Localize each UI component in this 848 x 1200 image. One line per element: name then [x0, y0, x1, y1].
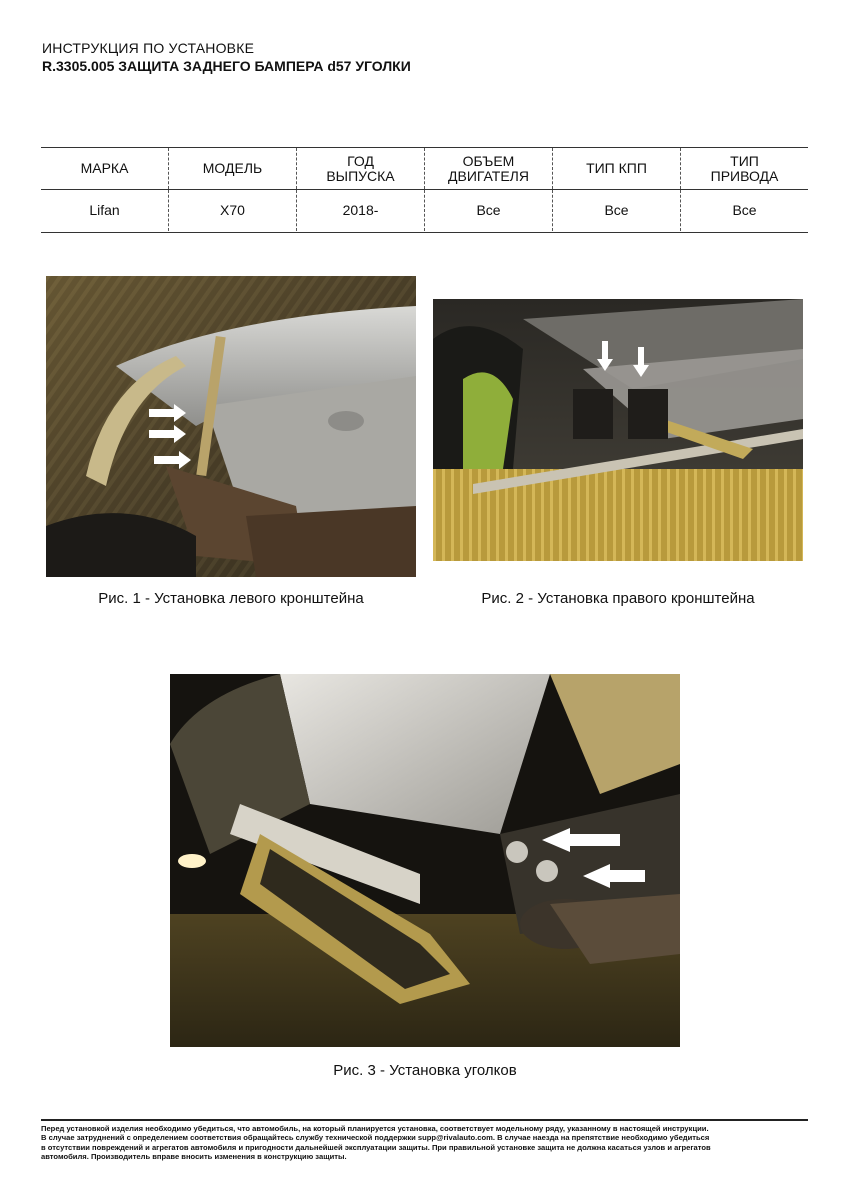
disclaimer-line-2: В случае затруднений с определением соответствия обращайтесь службу технической поддержки supp@rivalauto.com. В случае наезда на препятствие необходимо убедиться: [41, 1133, 710, 1143]
spec-header-brand: МАРКА: [41, 148, 169, 189]
spec-value-row: [41, 190, 808, 231]
spec-value-engine: Все: [425, 190, 553, 231]
figure-3-caption: Рис. 3 - Установка уголков: [333, 1062, 517, 1079]
spec-header-year: ГОД ВЫПУСКА: [297, 148, 425, 189]
spec-header-row: [41, 148, 808, 190]
figure-1-photo: [46, 276, 416, 577]
spec-header-drive: ТИП ПРИВОДА: [710, 152, 779, 184]
document-header: [42, 40, 411, 74]
disclaimer-line-4: автомобиля. Производитель вправе вносить изменения в конструкцию защиты.: [41, 1152, 347, 1162]
product-title: R.3305.005 ЗАЩИТА ЗАДНЕГО БАМПЕРА d57 УГОЛКИ: [42, 58, 411, 74]
spec-header-gearbox: ТИП КПП: [553, 148, 681, 189]
document-type: ИНСТРУКЦИЯ ПО УСТАНОВКЕ: [42, 40, 255, 56]
spec-value-year: 2018-: [297, 190, 425, 231]
figure-2-caption: Рис. 2 - Установка правого кронштейна: [481, 590, 755, 607]
vehicle-spec-table: [41, 147, 808, 233]
disclaimer-footer: [41, 1119, 808, 1162]
spec-value-drive: Все: [732, 202, 757, 218]
figure-1-caption: Рис. 1 - Установка левого кронштейна: [98, 590, 364, 607]
figure-2-photo: [433, 299, 803, 561]
spec-value-brand: Lifan: [41, 190, 169, 231]
spec-value-gearbox: Все: [553, 190, 681, 231]
figure-3-photo: [170, 674, 680, 1047]
spec-header-engine: ОБЪЕМ ДВИГАТЕЛЯ: [425, 148, 553, 189]
disclaimer-line-3: в отсутствии повреждений и агрегатов автомобиля и пригодности дальнейшей эксплуатации защиты. При правильной установке защита не должна касаться узлов и агрегатов: [41, 1142, 711, 1152]
spec-header-model: МОДЕЛЬ: [169, 148, 297, 189]
spec-value-model: X70: [169, 190, 297, 231]
disclaimer-line-1: Перед установкой изделия необходимо убедиться, что автомобиль, на который планируется установка, соответствует модельному ряду, указанному в настоящей инструкции.: [41, 1124, 709, 1133]
